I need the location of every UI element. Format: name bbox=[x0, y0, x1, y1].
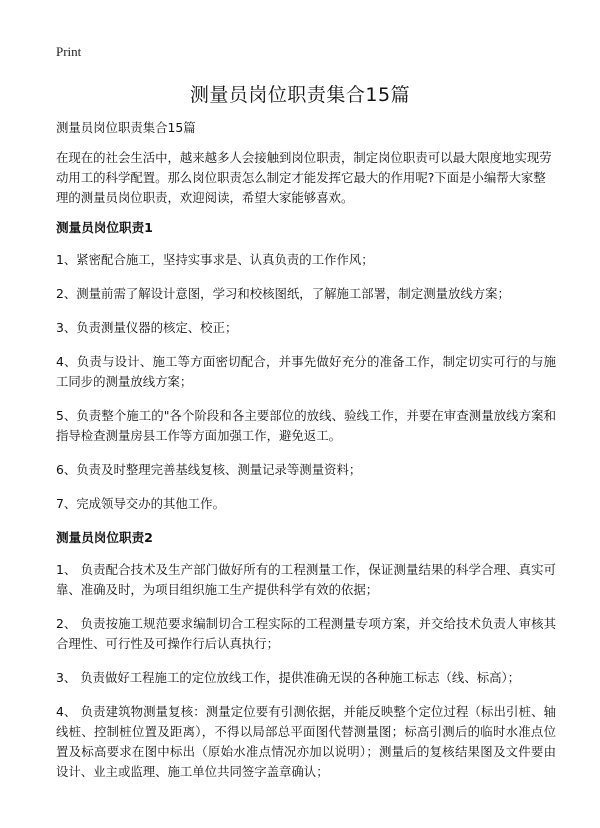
print-link[interactable]: Print bbox=[56, 44, 82, 59]
list-item: 4、负责与设计、施工等方面密切配合，并事先做好充分的准备工作，制定切实可行的与施工同步的测量放线方案； bbox=[56, 354, 556, 389]
section-heading: 测量员岗位职责2 bbox=[56, 530, 153, 545]
list-item: 4、 负责建筑物测量复核：测量定位要有引测依据，并能反映整个定位过程（标出引桩、轴线桩、控制桩位置及距离），不得以局部总平面图代替测量图；标高引测后的临时水准点位置及标高要求在图中标出（原始水准点情况亦加以说明）；测量后的复核结果图及文件要由设计、业主或监理、施工单位共同签字盖章确认； bbox=[56, 704, 556, 779]
list-item: 1、 负责配合技术及生产部门做好所有的工程测量工作，保证测量结果的科学合理、真实可靠、准确及时，为项目组织施工生产提供科学有效的依据； bbox=[56, 562, 556, 597]
section bbox=[56, 528, 556, 782]
list-item: 2、 负责按施工规范要求编制切合工程实际的工程测量专项方案，并交给技术负责人审核其合理性、可行性及可操作行后认真执行； bbox=[56, 616, 556, 651]
intro-paragraph: 在现在的社会生活中，越来越多人会接触到岗位职责，制定岗位职责可以最大限度地实现劳动用工的科学配置。那么岗位职责怎么制定才能发挥它最大的作用呢?下面是小编帮大家整理的测量员岗位职责，欢迎阅读，希望大家能够喜欢。 bbox=[56, 150, 552, 205]
list-item: 3、负责测量仪器的核定、校正； bbox=[56, 320, 238, 335]
list-item: 7、完成领导交办的其他工作。 bbox=[56, 496, 225, 511]
document-title: 测量员岗位职责集合15篇 bbox=[189, 84, 411, 106]
document-body bbox=[56, 118, 556, 796]
section bbox=[56, 218, 556, 514]
list-item: 3、 负责做好工程施工的定位放线工作，提供准确无误的各种施工标志（线、标高）； bbox=[56, 670, 521, 685]
document-subtitle: 测量员岗位职责集合15篇 bbox=[56, 120, 196, 135]
section-heading: 测量员岗位职责1 bbox=[56, 220, 153, 235]
list-item: 5、负责整个施工的"各个阶段和各主要部位的放线、验线工作，并要在审查测量放线方案和指导检查测量房县工作等方面加强工作，避免返工。 bbox=[56, 408, 556, 443]
list-item: 1、紧密配合施工，坚持实事求是、认真负责的工作作风； bbox=[56, 252, 374, 267]
list-item: 6、负责及时整理完善基线复核、测量记录等测量资料； bbox=[56, 462, 362, 477]
list-item: 2、测量前需了解设计意图，学习和校核图纸，了解施工部署，制定测量放线方案； bbox=[56, 286, 510, 301]
